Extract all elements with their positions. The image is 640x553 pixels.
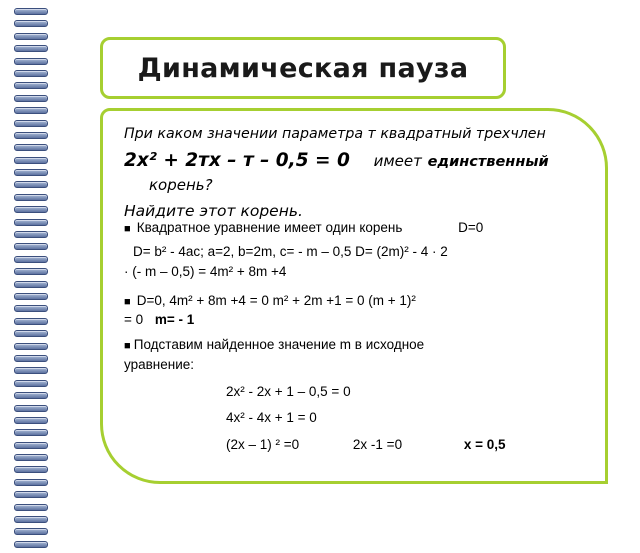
solution-step-4b: уравнение: bbox=[124, 357, 195, 372]
binder-ring bbox=[14, 132, 48, 139]
binder-ring bbox=[14, 107, 48, 114]
binder-ring bbox=[14, 293, 48, 300]
binder-ring bbox=[14, 70, 48, 77]
binder-ring bbox=[14, 528, 48, 535]
equation-2: 4x² - 4x + 1 = 0 bbox=[226, 410, 317, 425]
binder-ring bbox=[14, 219, 48, 226]
binder-ring bbox=[14, 417, 48, 424]
equation-line bbox=[124, 150, 549, 171]
binder-ring bbox=[14, 243, 48, 250]
binder-ring bbox=[14, 516, 48, 523]
equation-1: 2x² - 2x + 1 – 0,5 = 0 bbox=[226, 384, 351, 399]
binder-ring bbox=[14, 181, 48, 188]
binder-ring bbox=[14, 330, 48, 337]
unique-word: единственный bbox=[427, 154, 549, 170]
binder-ring bbox=[14, 541, 48, 548]
solution-step-1: ■ Квадратное уравнение имеет один корень D=0 bbox=[124, 219, 483, 238]
binder-ring bbox=[14, 8, 48, 15]
binder-ring bbox=[14, 380, 48, 387]
binder-ring bbox=[14, 169, 48, 176]
binder-ring bbox=[14, 405, 48, 412]
binder-ring bbox=[14, 45, 48, 52]
binder-ring bbox=[14, 120, 48, 127]
solution-step-4a: ■ Подставим найденное значение m в исходное bbox=[124, 336, 424, 355]
binder-ring bbox=[14, 281, 48, 288]
binder-ring bbox=[14, 206, 48, 213]
question-line: При каком значении параметра т квадратный трехчлен bbox=[124, 126, 546, 142]
binder-ring bbox=[14, 231, 48, 238]
solution-step-2a: D= b² - 4ac; a=2, b=2m, c= - m – 0,5 D= (2m)² - 4 · 2 bbox=[133, 244, 448, 259]
binder-ring bbox=[14, 355, 48, 362]
binder-ring bbox=[14, 20, 48, 27]
binder-ring bbox=[14, 194, 48, 201]
bullet-icon: ■ bbox=[124, 340, 131, 352]
binder-ring bbox=[14, 343, 48, 350]
binder-ring bbox=[14, 95, 48, 102]
binder-ring bbox=[14, 256, 48, 263]
binder-ring bbox=[14, 504, 48, 511]
has-prefix: имеет bbox=[373, 152, 422, 170]
binder-ring bbox=[14, 442, 48, 449]
binder-ring bbox=[14, 491, 48, 498]
binder-ring bbox=[14, 429, 48, 436]
binder-ring bbox=[14, 144, 48, 151]
binder-ring bbox=[14, 157, 48, 164]
binder-ring bbox=[14, 58, 48, 65]
x-answer: x = 0,5 bbox=[463, 437, 506, 452]
binder-ring bbox=[14, 268, 48, 275]
binder-rings bbox=[14, 8, 48, 553]
find-line: Найдите этот корень. bbox=[124, 202, 303, 220]
binder-ring bbox=[14, 466, 48, 473]
title-box bbox=[100, 37, 506, 99]
binder-ring bbox=[14, 82, 48, 89]
solution-step-3b: = 0 m= - 1 bbox=[124, 312, 195, 327]
equation-3: (2x – 1) ² =0 2x -1 =0 x = 0,5 bbox=[226, 437, 506, 452]
m-answer: m= - 1 bbox=[154, 312, 195, 327]
binder-ring bbox=[14, 454, 48, 461]
binder-ring bbox=[14, 33, 48, 40]
page-title: Динамическая пауза bbox=[137, 52, 469, 84]
binder-ring bbox=[14, 367, 48, 374]
bullet-icon: ■ bbox=[124, 296, 131, 308]
binder-ring bbox=[14, 305, 48, 312]
root-word: корень? bbox=[149, 176, 213, 194]
solution-step-3a: ■ D=0, 4m² + 8m +4 = 0 m² + 2m +1 = 0 (m + 1)² bbox=[124, 292, 416, 311]
binder-ring bbox=[14, 392, 48, 399]
bullet-icon: ■ bbox=[124, 223, 131, 235]
binder-ring bbox=[14, 318, 48, 325]
equation: 2х² + 2тх – т – 0,5 = 0 bbox=[124, 150, 350, 171]
solution-step-2b: · (- m – 0,5) = 4m² + 8m +4 bbox=[124, 264, 287, 279]
